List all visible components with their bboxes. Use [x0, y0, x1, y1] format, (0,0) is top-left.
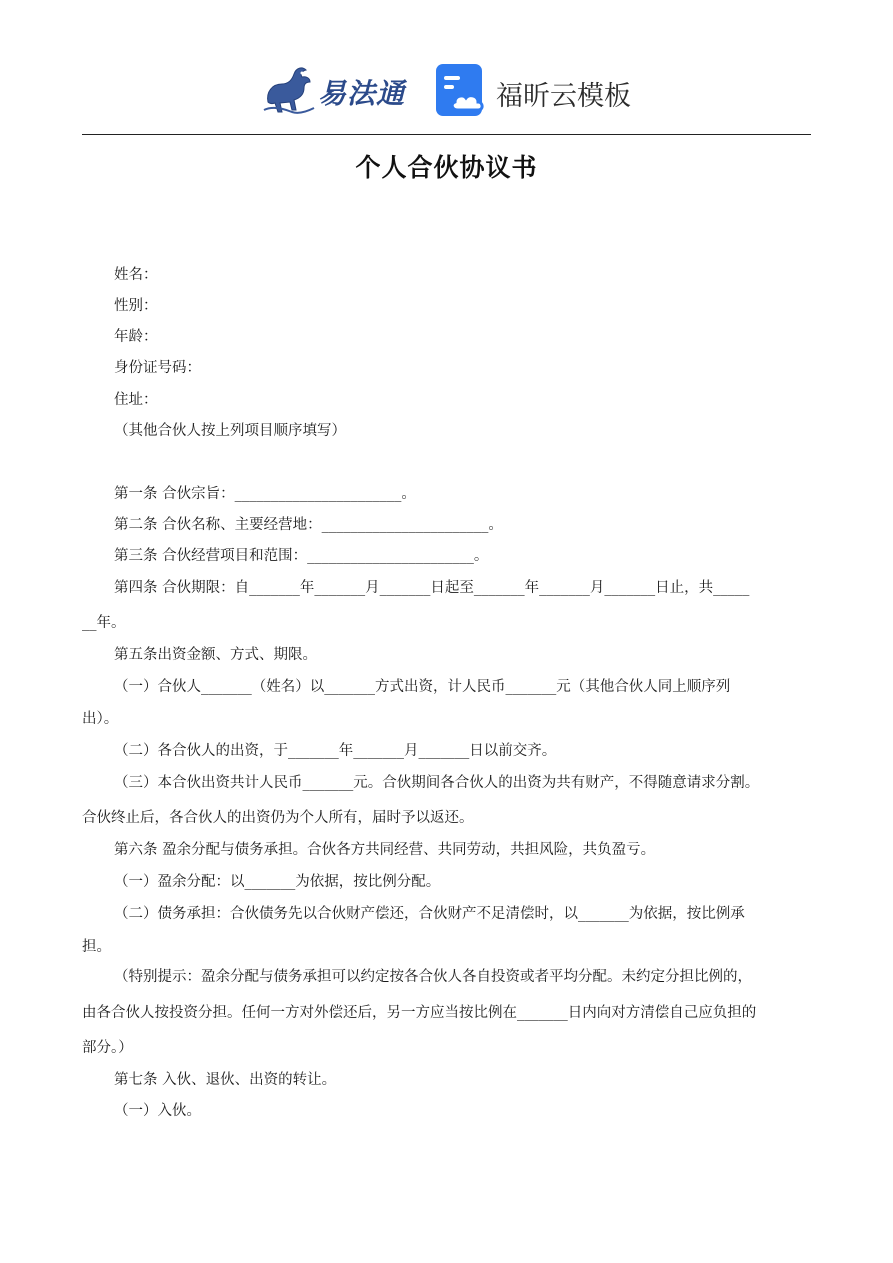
- article-2: 第二条 合伙名称、主要经营地：_______________________。: [114, 517, 503, 533]
- article-6: 第六条 盈余分配与债务承担。合伙各方共同经营、共同劳动，共担风险，共负盈亏。: [114, 842, 656, 858]
- header-divider: [82, 134, 811, 135]
- yifatong-logo-text: 易法通: [318, 77, 406, 110]
- article-1: 第一条 合伙宗旨：_______________________。: [114, 486, 416, 502]
- article-5-item-3-line-2: 合伙终止后，各合伙人的出资仍为个人所有，届时予以返还。: [82, 810, 474, 826]
- party-note: （其他合伙人按上列项目顺序填写）: [114, 423, 346, 439]
- special-note-line-2: 由各合伙人按投资分担。任何一方对外偿还后，另一方应当按比例在_______日内向对方清偿自己应负担的: [82, 1005, 757, 1021]
- document-title: 个人合伙协议书: [355, 153, 538, 182]
- special-note-line-1: （特别提示：盈余分配与债务承担可以约定按各合伙人各自投资或者平均分配。未约定分担比例的，: [114, 969, 752, 985]
- article-6-item-1: （一）盈余分配：以_______为依据，按比例分配。: [114, 874, 441, 890]
- special-note-line-3: 部分。）: [82, 1040, 133, 1056]
- article-7: 第七条 入伙、退伙、出资的转让。: [114, 1072, 337, 1088]
- foxit-template-logo-text: 福昕云模板: [496, 81, 631, 112]
- page-header: [0, 58, 893, 122]
- article-7-item-1: （一）入伙。: [114, 1103, 201, 1119]
- yifatong-logo: [262, 62, 422, 118]
- article-6-item-2-line-1: （二）债务承担：合伙债务先以合伙财产偿还，合伙财产不足清偿时，以_______为依据，按比例承: [114, 906, 745, 922]
- article-5: 第五条出资金额、方式、期限。: [114, 647, 317, 663]
- cloud-document-icon: [436, 64, 488, 116]
- article-4-line-1: 第四条 合伙期限：自_______年_______月_______日起至_______年_______月_______日止，共_____: [114, 580, 750, 596]
- field-id-number: 身份证号码：: [114, 360, 201, 376]
- foxit-template-logo: [436, 64, 636, 118]
- article-5-item-1-line-1: （一）合伙人_______（姓名）以_______方式出资，计人民币_______元（其他合伙人同上顺序列: [114, 679, 731, 695]
- article-5-item-1-line-2: 出）。: [82, 711, 119, 727]
- article-3: 第三条 合伙经营项目和范围：_______________________。: [114, 548, 489, 564]
- field-gender: 性别：: [114, 298, 158, 314]
- field-address: 住址：: [114, 392, 158, 408]
- article-5-item-2: （二）各合伙人的出资，于_______年_______月_______日以前交齐。: [114, 743, 557, 759]
- article-4-line-2: __年。: [82, 615, 126, 631]
- qilin-icon: [262, 62, 320, 118]
- field-age: 年龄：: [114, 329, 158, 345]
- article-5-item-3-line-1: （三）本合伙出资共计人民币_______元。合伙期间各合伙人的出资为共有财产，不得随意请求分割。: [114, 775, 760, 791]
- article-6-item-2-line-2: 担。: [82, 939, 111, 955]
- field-name: 姓名：: [114, 267, 158, 283]
